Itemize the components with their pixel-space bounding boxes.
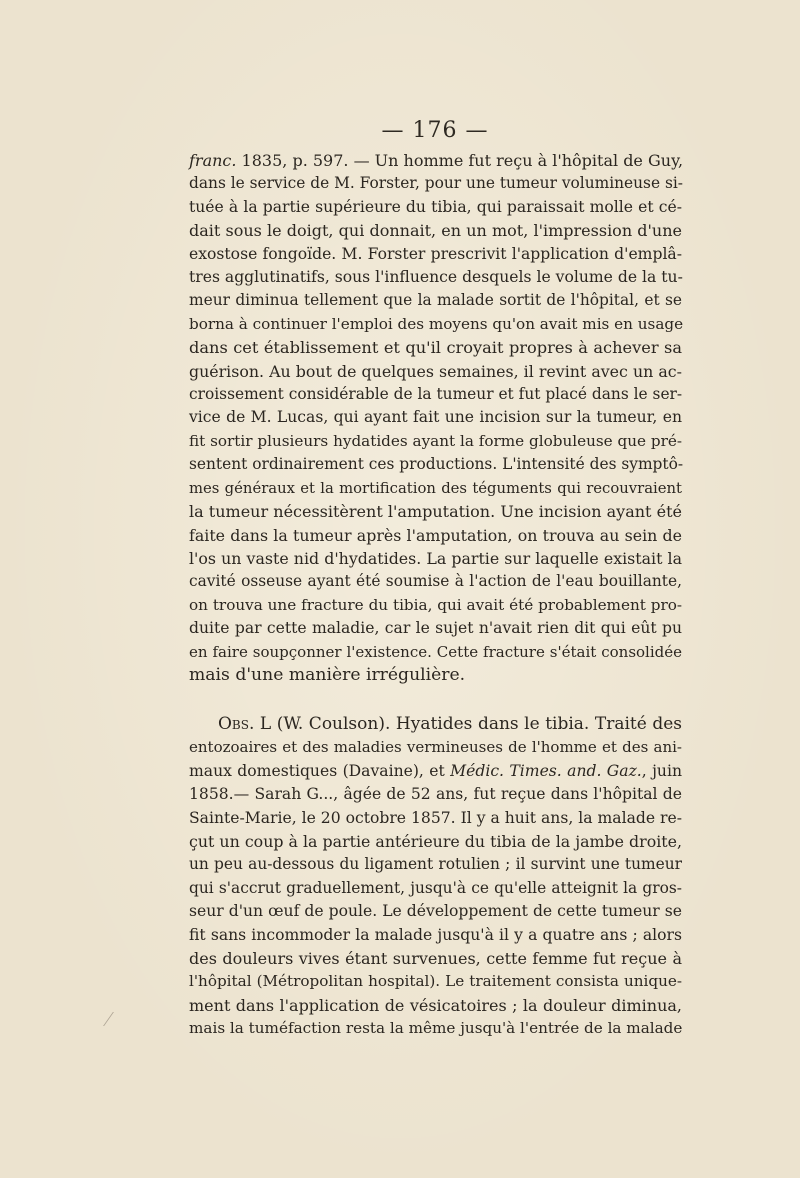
text-line: çut un coup à la partie antérieure du tibia de la jambe droite, bbox=[189, 832, 682, 852]
text-line-rest: 1835, p. 597. — Un homme fut reçu à l'hôpital de Guy, bbox=[236, 151, 684, 170]
text-line: dans cet établissement et qu'il croyait propres à achever sa bbox=[189, 338, 682, 358]
text-line: entozoaires et des maladies vermineuses de l'homme et des ani- bbox=[189, 738, 682, 757]
text-line: on trouva une fracture du tibia, qui avait été probablement pro- bbox=[189, 595, 682, 614]
text-line: vice de M. Lucas, qui ayant fait une incision sur la tumeur, en bbox=[189, 408, 682, 427]
text-line bbox=[189, 760, 682, 783]
text-line: la tumeur nécessitèrent l'amputation. Une incision ayant été bbox=[189, 502, 682, 522]
text-line: sentent ordinairement ces productions. L'intensité des symptô- bbox=[189, 455, 684, 474]
text-line: cavité osseuse ayant été soumise à l'action de l'eau bouillante, bbox=[189, 572, 682, 591]
text-line: duite par cette maladie, car le sujet n'avait rien dit qui eût pu bbox=[189, 619, 682, 638]
text-line: exostose fongoïde. M. Forster prescrivit l'application d'emplâ- bbox=[189, 244, 682, 263]
text-line: qui s'accrut graduellement, jusqu'à ce qu'elle atteignit la gros- bbox=[189, 878, 682, 897]
text-line: un peu au-dessous du ligament rotulien ; il survint une tumeur bbox=[189, 855, 682, 874]
text-line: mes généraux et la mortification des téguments qui recouvraient bbox=[189, 479, 682, 497]
text-line: ment dans l'application de vésicatoires ; la douleur diminua, bbox=[189, 995, 682, 1015]
text-line: l'hôpital (Métropolitan hospital). Le traitement consista unique- bbox=[189, 972, 682, 991]
text-line: tres agglutinatifs, sous l'influence desquels le volume de la tu- bbox=[189, 268, 683, 287]
paragraph-continued bbox=[189, 149, 682, 687]
journal-abbreviation: franc. bbox=[189, 151, 237, 170]
text-line-last: mais d'une manière irrégulière. bbox=[189, 664, 466, 685]
text-line: des douleurs vives étant survenues, cette femme fut reçue à bbox=[189, 949, 682, 969]
journal-title: Médic. Times. and. Gaz. bbox=[450, 761, 642, 780]
text-line: guérison. Au bout de quelques semaines, il revint avec un ac- bbox=[189, 361, 682, 381]
stray-pencil-mark bbox=[103, 1012, 124, 1026]
text-line-last: mais la tuméfaction resta la même jusqu'à l'entrée de la malade bbox=[189, 1019, 683, 1038]
text-line bbox=[189, 713, 682, 736]
text-line: en faire soupçonner l'existence. Cette fracture s'était consolidée bbox=[189, 642, 682, 661]
text-line: l'os un vaste nid d'hydatides. La partie sur laquelle existait la bbox=[189, 548, 682, 568]
text-line: dans le service de M. Forster, pour une tumeur volumineuse si- bbox=[189, 174, 683, 193]
observation-label: Obs. L bbox=[218, 714, 272, 734]
text-segment: , juin bbox=[641, 761, 683, 780]
text-line: borna à continuer l'emploi des moyens qu'on avait mis en usage bbox=[189, 314, 684, 333]
text-line: croissement considérable de la tumeur et fut placé dans le ser- bbox=[189, 385, 683, 404]
text-line: seur d'un œuf de poule. Le développement de cette tumeur se bbox=[189, 902, 682, 921]
text-line: meur diminua tellement que la malade sortit de l'hôpital, et se bbox=[189, 291, 682, 310]
text-line: fit sortir plusieurs hydatides ayant la forme globuleuse que pré- bbox=[189, 431, 682, 450]
text-line: tuée à la partie supérieure du tibia, qui paraissait molle et cé- bbox=[189, 197, 682, 216]
text-line: 1858.— Sarah G..., âgée de 52 ans, fut reçue dans l'hôpital de bbox=[189, 785, 682, 804]
text-line: Sainte-Marie, le 20 octobre 1857. Il y a huit ans, la malade re- bbox=[189, 808, 682, 827]
text-line: dait sous le doigt, qui donnait, en un mot, l'impression d'une bbox=[189, 221, 682, 241]
text-line-rest: (W. Coulson). Hyatides dans le tibia. Traité des bbox=[271, 714, 682, 734]
page-number: — 176 — bbox=[381, 118, 489, 143]
text-segment: maux domestiques (Davaine), et bbox=[189, 761, 451, 780]
observation-paragraph bbox=[189, 713, 682, 1041]
text-line: fit sans incommoder la malade jusqu'à il y a quatre ans ; alors bbox=[189, 925, 682, 944]
text-line bbox=[189, 149, 682, 172]
text-line: faite dans la tumeur après l'amputation, on trouva au sein de bbox=[189, 525, 682, 545]
